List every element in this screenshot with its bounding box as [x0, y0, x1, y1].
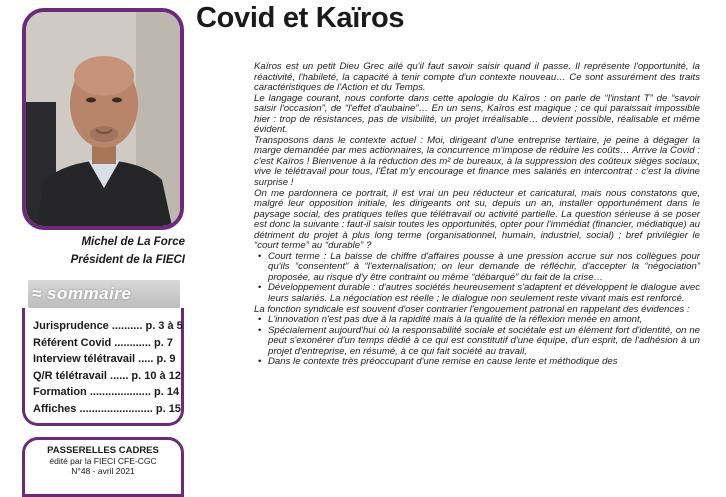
toc-item-jurisprudence[interactable]: Jurisprudence .......... p. 3 à 5 — [33, 320, 183, 332]
article-paragraph-1: Kaïros est un petit Dieu Grec ailé qu'il faut savoir saisir quand il passe. Il représente l'opportunité, la réactivité, l'habileté, la capacité à tenir compte d'un contexte nouveau… Ce sont assurément des traits caractéristiques de l'Action et du Temps. — [254, 61, 700, 94]
publication-editor: édité par la FIECI CFE-CGC — [49, 456, 157, 466]
bullet-contexte: • Dans le contexte très préoccupant d'une remise en cause lente et méthodique des — [268, 357, 700, 368]
toc-item-interview[interactable]: Interview télétravail ..... p. 9 — [33, 353, 176, 365]
bullet-innovation: • L'innovation n'est pas due à la rapidité mais à la qualité de la réflexion menée en amont, — [268, 315, 700, 326]
article-paragraph-3: Transposons dans le contexte actuel : Moi, dirigeant d'une entreprise tertiaire, je peine à dégager la marge demandée par mes actionnaires, la concurrence m'impose de réduire les coûts… Arrive la Covid : c'est Kaïros ! Bienvenue à la réduction des m² de bureaux, à la suppression des coûteux sièges sociaux, vive le télétravail pour tous, l'État m'y encourage et finance mes salariés en intercontrat : c'est la divine surprise ! — [254, 134, 700, 189]
article-paragraph-2: Le langage courant, nous conforte dans cette apologie du Kaïros : on parle de “l'instant T” de “savoir saisir l'occasion”, de “l'effet d'aubaine”… En un sens, Kaïros est magique ; ce qui paraissait impossible hier : trop de résistances, pas de visibilité, un projet irréalisable… devient possible, réalisable et même évident. — [254, 92, 700, 136]
portrait-role: Président de la FIECI — [70, 254, 185, 266]
article-body — [254, 62, 700, 368]
portrait-photo — [22, 8, 184, 230]
article-headline: Covid et Kaïros — [196, 2, 405, 34]
portrait-illustration — [26, 12, 180, 226]
bullet-court-terme: • Court terme : La baisse de chiffre d'affaires pousse à une pression accrue sur nos collègues pour qu'ils “consentent” à “l'externalisation; on leur demande de réfléchir, d'accepter la “négociation” proposée, au risque d'y être contraint ou même “débarqué” du fait de la crise… — [268, 252, 700, 284]
bullet-developpement-durable: • Développement durable : d'autres sociétés heureusement s'adaptent et développent le dialogue avec leurs salariés. La négociation est réelle ; le dialogue non seulement reste vivant mais est renforcé. — [268, 283, 700, 304]
toc-item-affiches[interactable]: Affiches ........................ p. 15 — [33, 402, 181, 415]
portrait-name: Michel de La Force — [81, 236, 185, 248]
publication-name: PASSERELLES CADRES — [47, 445, 159, 456]
table-of-contents — [22, 308, 184, 426]
bullet-list-2 — [254, 315, 700, 368]
bullet-responsabilite: • Spécialement aujourd'hui où la responsabilité sociale et sociétale est un élément fort d'identité, on ne peut s'exonérer d'un temps dédié à ce qui est constitutif d'une équipe, d'un esprit, de l'adhésion à un projet d'entreprise, en résumé, à ce qui fait société au travail, — [268, 326, 700, 358]
article-paragraph-4: On me pardonnera ce portrait, il est vrai un peu réducteur et caricatural, mais nous constatons que, malgré leur opposition initiale, les dirigeants ont su, depuis un an, installer opportunément dans le paysage social, des pratiques telles que télétravail ou activité partielle. La question sérieuse à se poser est donc la suivante : faut-il saisir toutes les opportunités, opter pour l'immédiat (financier, médiatique) au détriment du projet à plus long terme (organisationnel, humain, industriel, social) ; bref privilégier le “court terme” au “durable” ? — [254, 187, 700, 252]
toc-item-qr[interactable]: Q/R télétravail ...... p. 10 à 12 — [33, 369, 181, 382]
sommaire-title: ≈ sommaire — [32, 284, 132, 303]
bullet-list-1 — [254, 252, 700, 305]
toc-item-referent-covid[interactable]: Référent Covid ............ p. 7 — [33, 336, 173, 349]
article-paragraph-5: La fonction syndicale est souvent d'oser contrarier l'engouement patronal en rappelant des évidences : — [254, 303, 690, 315]
publication-issue: N°48 - avril 2021 — [71, 466, 135, 476]
publication-box — [22, 437, 184, 497]
toc-item-formation[interactable]: Formation .................... p. 14 — [33, 386, 180, 398]
